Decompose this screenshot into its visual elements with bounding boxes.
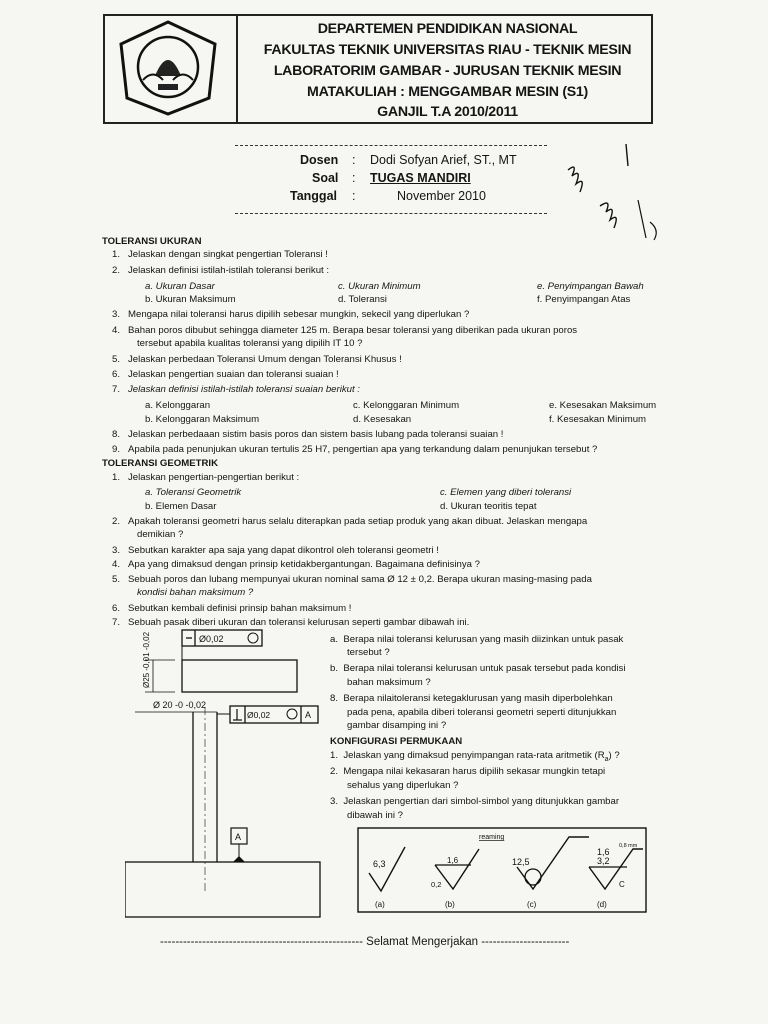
footer-closing: ----------------------------------------------------- Selamat Mengerjakan ----------------------- xyxy=(160,936,570,948)
dim-pasak: Ø25 -0,01 -0,02 xyxy=(142,631,151,688)
tg-q8: 8. Berapa nilaitoleransi ketegaklurusan yang masih diperbolehkan xyxy=(330,693,613,704)
tg-q7b-cont: bahan maksimum ? xyxy=(347,677,431,688)
tg-q1: 1. Jelaskan pengertian-pengertian berikut : xyxy=(111,472,300,483)
tu-q4: 4. Bahan poros dibubut sehingga diameter 125 m. Berapa besar toleransi yang diberikan pada ukuran poros xyxy=(111,325,578,336)
header-line-3: LABORATORIM GAMBAR - JURUSAN TEKNIK MESIN xyxy=(273,63,622,79)
dosen-colon: : xyxy=(352,153,356,167)
svg-text:1,6: 1,6 xyxy=(447,856,459,865)
svg-text:(d): (d) xyxy=(597,900,607,909)
tu-q1: 1. Jelaskan dengan singkat pengertian Toleransi ! xyxy=(111,249,328,260)
tg-q7b: b. Berapa nilai toleransi kelurusan untuk pasak tersebut pada kondisi xyxy=(330,663,626,674)
tg-q5-cont: kondisi bahan maksimum ? xyxy=(137,587,254,598)
header-line-5: GANJIL T.A 2010/2011 xyxy=(377,104,518,120)
kp-q2-cont: sehalus yang diperlukan ? xyxy=(347,780,459,791)
tg-q7a-cont: tersebut ? xyxy=(347,647,390,658)
feature-control-frame-perpendicularity xyxy=(217,706,318,723)
svg-text:(c): (c) xyxy=(527,900,537,909)
tu-q2b: b. Ukuran Maksimum xyxy=(145,294,236,305)
dosen-label: Dosen xyxy=(300,153,339,167)
section-toleransi-geometrik: TOLERANSI GEOMETRIK xyxy=(102,458,219,469)
tu-q7b: b. Kelonggaran Maksimum xyxy=(145,414,260,425)
tu-q2f: f. Penyimpangan Atas xyxy=(537,294,631,305)
info-bottom-divider xyxy=(235,213,547,214)
dosen-value: Dodi Sofyan Arief, ST., MT xyxy=(370,153,517,167)
tu-q7e: e. Kesesakan Maksimum xyxy=(549,400,657,411)
tg-q8-cont2: gambar disamping ini ? xyxy=(347,720,447,731)
tanggal-colon: : xyxy=(352,189,356,203)
feature-control-frame-straightness xyxy=(182,630,262,660)
tu-q7d: d. Kesesakan xyxy=(353,414,412,425)
tu-q6: 6. Jelaskan pengertian suaian dan toleransi suaian ! xyxy=(111,369,339,380)
tg-q2-cont: demikian ? xyxy=(137,529,184,540)
header-line-4: MATAKULIAH : MENGGAMBAR MESIN (S1) xyxy=(307,84,588,100)
handwritten-annotation xyxy=(560,140,680,250)
tg-q6: 6. Sebutkan kembali definisi prinsip bahan maksimum ! xyxy=(111,603,352,614)
kp-q3-cont: dibawah ini ? xyxy=(347,810,404,821)
tg-q3: 3. Sebutkan karakter apa saja yang dapat dikontrol oleh toleransi geometri ! xyxy=(111,545,439,556)
svg-text:C: C xyxy=(619,880,625,889)
kp-q2: 2. Mengapa nilai kekasaran harus dipilih sekasar mungkin tetapi xyxy=(330,766,606,777)
svg-text:0,8 mm: 0,8 mm xyxy=(619,843,638,849)
svg-text:A: A xyxy=(235,832,242,842)
tg-q2: 2. Apakah toleransi geometri harus selalu diterapkan pada setiap produk yang akan dibuat. Jelaskan mengapa xyxy=(111,516,588,527)
header-line-1: DEPARTEMEN PENDIDIKAN NASIONAL xyxy=(317,21,578,37)
tu-q7a: a. Kelonggaran xyxy=(145,400,211,411)
svg-text:1,6: 1,6 xyxy=(597,847,610,857)
tu-q2a: a. Ukuran Dasar xyxy=(145,281,215,292)
surface-symbol-b xyxy=(431,849,479,909)
svg-text:(a): (a) xyxy=(375,900,385,909)
tu-q2d: d. Toleransi xyxy=(338,294,387,305)
tu-q2c: c. Ukuran Minimum xyxy=(338,281,421,292)
info-top-divider xyxy=(235,145,547,146)
svg-text:12,5: 12,5 xyxy=(512,857,530,867)
tut-wuri-handayani-logo xyxy=(103,14,234,120)
tu-q2: 2. Jelaskan definisi istilah-istilah toleransi berikut : xyxy=(111,265,330,276)
tg-q1d: d. Ukuran teoritis tepat xyxy=(440,501,537,512)
soal-value: TUGAS MANDIRI xyxy=(370,171,471,185)
tg-q7: 7. Sebuah pasak diberi ukuran dan toleransi kelurusan seperti gambar dibawah ini. xyxy=(111,617,470,628)
svg-text:0,2: 0,2 xyxy=(431,880,442,889)
base-block xyxy=(125,862,320,917)
kp-q3: 3. Jelaskan pengertian dari simbol-simbol yang ditunjukkan gambar xyxy=(330,796,620,807)
logo-cell xyxy=(103,14,238,124)
svg-text:reaming: reaming xyxy=(479,834,505,841)
section-konfigurasi-permukaan: KONFIGURASI PERMUKAAN xyxy=(330,736,463,747)
technical-drawing-pasak-pena xyxy=(125,622,325,922)
section-toleransi-ukuran: TOLERANSI UKURAN xyxy=(102,236,202,247)
tg-q8-cont1: pada pena, apabila diberi toleransi geometri seperti ditunjukkan xyxy=(347,707,617,718)
svg-text:A: A xyxy=(305,710,312,720)
tu-q3: 3. Mengapa nilai toleransi harus dipilih sebesar mungkin, sekecil yang diperlukan ? xyxy=(111,309,470,320)
dim-pena: Ø 20 -0 -0,02 xyxy=(153,700,207,710)
tu-q7f: f. Kesesakan Minimum xyxy=(549,414,647,425)
surface-symbol-d xyxy=(589,843,643,909)
tg-q5: 5. Sebuah poros dan lubang mempunyai ukuran nominal sama Ø 12 ± 0,2. Berapa ukuran masing-masing pada xyxy=(111,574,592,585)
header-line-2: FAKULTAS TEKNIK UNIVERSITAS RIAU - TEKNIK MESIN xyxy=(263,42,632,58)
kp-q1: 1. Jelaskan yang dimaksud penyimpangan rata-rata aritmetik $(R_a)$ ? xyxy=(330,750,620,763)
tg-q1a: a. Toleransi Geometrik xyxy=(145,487,242,498)
svg-text:(b): (b) xyxy=(445,900,455,909)
soal-colon: : xyxy=(352,171,356,185)
svg-text:6,3: 6,3 xyxy=(373,859,386,869)
tu-q8: 8. Jelaskan perbedaaan sistim basis poros dan sistem basis lubang pada toleransi suaian ! xyxy=(111,429,504,440)
tg-q1c: c. Elemen yang diberi toleransi xyxy=(440,487,572,498)
tg-q4: 4. Apa yang dimaksud dengan prinsip ketidakbergantungan. Bagaimana definisinya ? xyxy=(111,559,481,570)
tu-q7: 7. Jelaskan definisi istilah-istilah toleransi suaian berikut : xyxy=(111,384,360,395)
tu-q7c: c. Kelonggaran Minimum xyxy=(353,400,460,411)
tg-q7a: a. Berapa nilai toleransi kelurusan yang masih diizinkan untuk pasak xyxy=(330,634,624,645)
soal-label: Soal xyxy=(312,171,339,185)
tu-q9: 9. Apabila pada penunjukan ukuran tertulis 25 H7, pengertian apa yang terkandung dalam penunjukan tersebut ? xyxy=(111,444,598,455)
surface-symbol-c xyxy=(479,834,589,909)
svg-text:Ø0,02: Ø0,02 xyxy=(199,634,224,644)
tu-q5: 5. Jelaskan perbedaan Toleransi Umum dengan Toleransi Khusus ! xyxy=(111,354,402,365)
svg-text:Ø0,02: Ø0,02 xyxy=(247,710,271,720)
tanggal-value: November 2010 xyxy=(397,189,486,203)
pasak-body xyxy=(182,660,297,692)
tu-q4-cont: tersebut apabila kualitas toleransi yang dipilih IT 10 ? xyxy=(137,338,363,349)
tg-q1b: b. Elemen Dasar xyxy=(145,501,217,512)
tanggal-label: Tanggal xyxy=(290,189,337,203)
svg-text:3,2: 3,2 xyxy=(597,856,610,866)
tu-q2e: e. Penyimpangan Bawah xyxy=(537,281,644,292)
surface-symbols-box xyxy=(357,827,647,913)
surface-symbol-a xyxy=(369,847,405,909)
